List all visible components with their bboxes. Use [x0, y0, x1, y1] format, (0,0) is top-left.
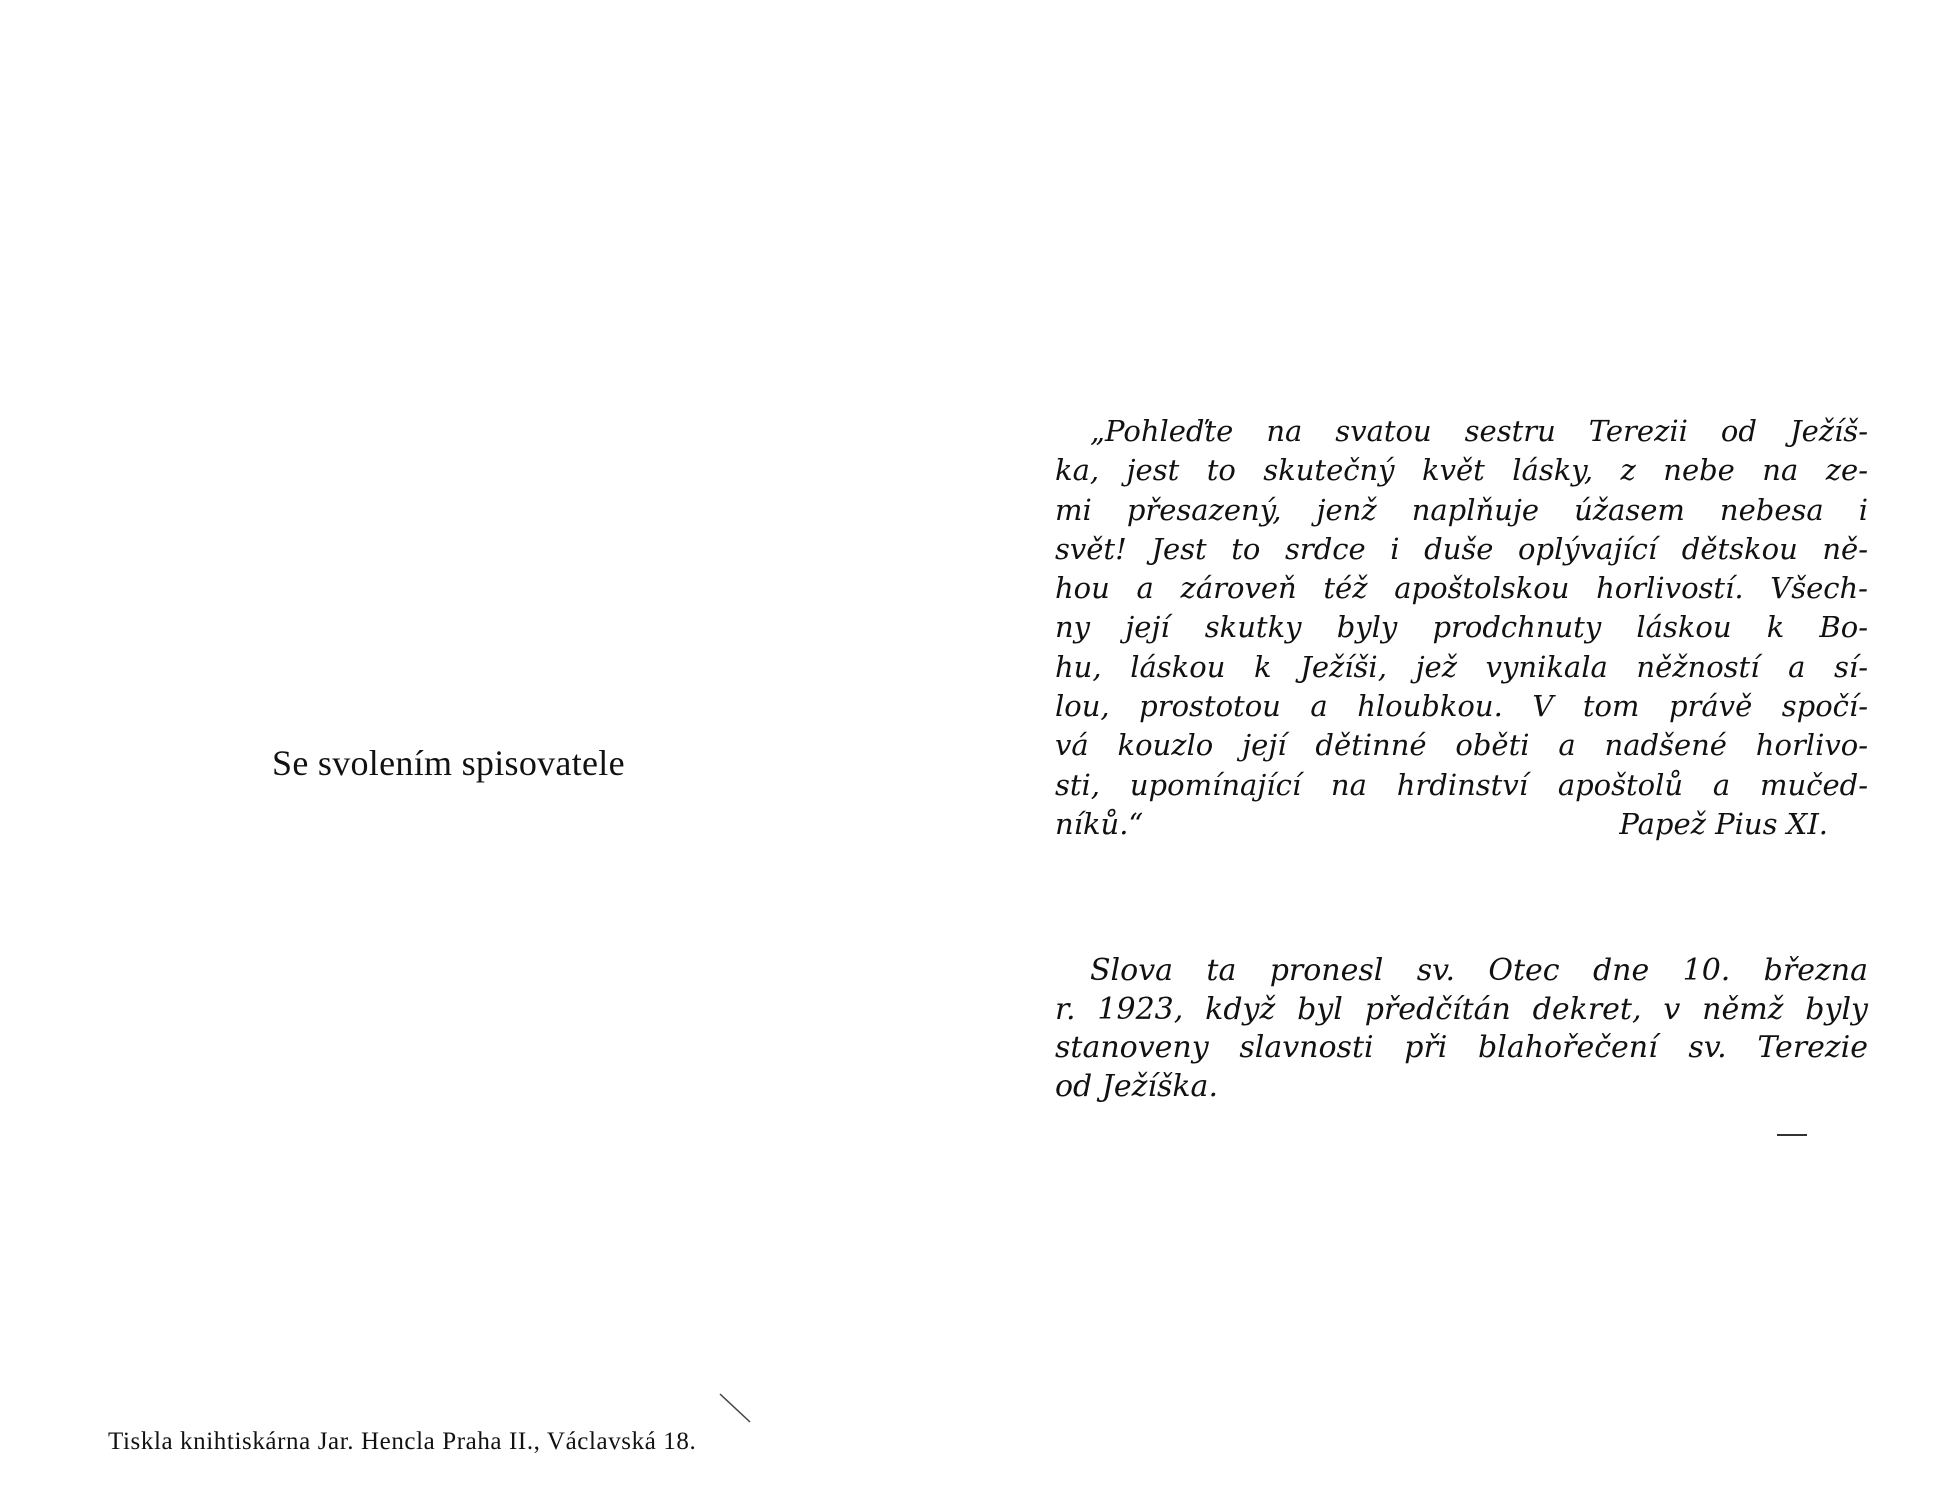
right-page: [977, 0, 1954, 1500]
quote-line: vá kouzlo její dětinné oběti a nadšené horlivo-: [1055, 728, 1868, 763]
note-line: stanoveny slavnosti při blahořečení sv. Terezie: [1055, 1030, 1868, 1065]
quote-line: hou a zároveň též apoštolskou horlivostí. Všech-: [1055, 571, 1868, 606]
permission-notice: Se svolením spisovatele: [272, 743, 625, 783]
quote-end: níků.“: [1055, 806, 1144, 841]
quote-line: ka, jest to skutečný květ lásky, z nebe na ze-: [1055, 453, 1868, 488]
note-line: Slova ta pronesl sv. Otec dne 10. března: [1090, 953, 1868, 988]
quote-author: Papež Pius XI.: [1619, 806, 1828, 841]
quote-line: mi přesazený, jenž naplňuje úžasem nebesa i: [1055, 492, 1868, 527]
pope-quote: [1055, 412, 1868, 844]
stray-dash-mark: [1777, 1134, 1807, 1136]
printer-imprint: Tiskla knihtiskárna Jar. Hencla Praha II., Václavská 18.: [108, 1428, 697, 1455]
quote-line: ny její skutky byly prodchnuty láskou k Bo-: [1055, 610, 1868, 645]
note-line: od Ježíška.: [1055, 1068, 1218, 1104]
quote-line: svět! Jest to srdce i duše oplývající dětskou ně-: [1055, 531, 1868, 566]
stray-ink-mark: [718, 1392, 754, 1428]
quote-closing-line: [1055, 805, 1868, 844]
quote-line: sti, upomínající na hrdinství apoštolů a mučed-: [1055, 767, 1868, 802]
quote-line: „Pohleďte na svatou sestru Terezii od Ježíš-: [1090, 414, 1868, 448]
quote-source-note: [1055, 952, 1868, 1106]
quote-line: lou, prostotou a hloubkou. V tom právě spočí-: [1055, 689, 1868, 724]
note-line: r. 1923, když byl předčítán dekret, v němž byly: [1055, 991, 1868, 1027]
quote-line: hu, láskou k Ježíši, jež vynikala něžností a sí-: [1055, 649, 1868, 684]
